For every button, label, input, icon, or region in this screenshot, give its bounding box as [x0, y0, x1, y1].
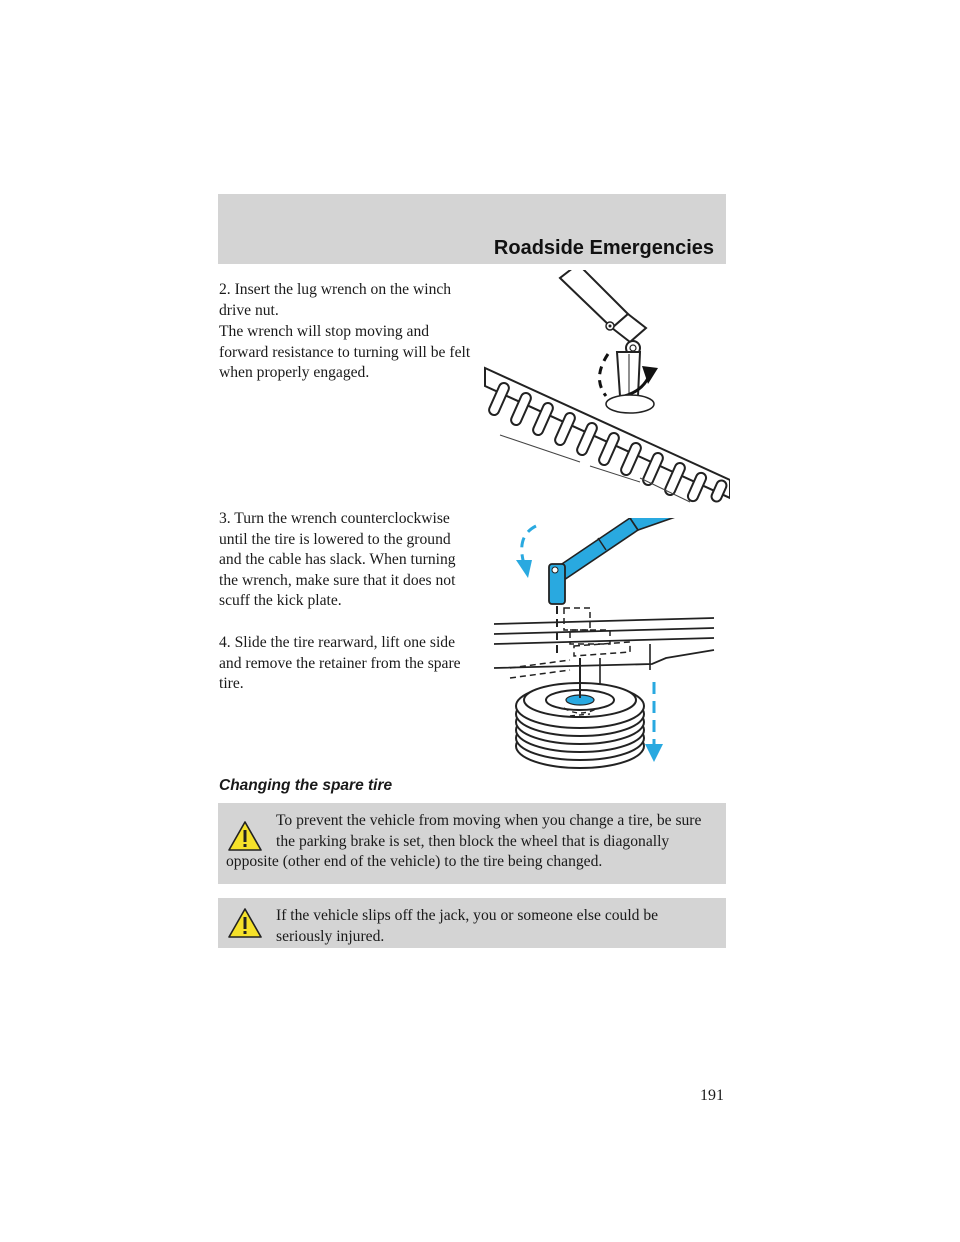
- page-number: 191: [700, 1087, 724, 1104]
- warning-text: If the vehicle slips off the jack, you or someone else could be seriously injured.: [276, 907, 659, 945]
- warning-box-parking-brake: [218, 803, 726, 884]
- section-header-band: [218, 194, 726, 264]
- warning-triangle-icon: [228, 908, 262, 938]
- warning-text: To prevent the vehicle from moving when you change a tire, be sure the parking brake is set, then block the wheel that is diagonally opposite (other end of the vehicle) to the tire being changed.: [226, 812, 702, 870]
- warning-box-jack: [218, 898, 726, 948]
- step-2-text: 2. Insert the lug wrench on the winch drive nut.: [219, 281, 452, 319]
- wrench-on-drive-nut-illustration: [480, 270, 730, 510]
- step-2-note: The wrench will stop moving and forward resistance to turning will be felt when properly engaged.: [219, 323, 471, 381]
- section-subheading: Changing the spare tire: [219, 777, 393, 794]
- section-title: Roadside Emergencies: [493, 237, 714, 259]
- warning-triangle-icon: [228, 821, 262, 851]
- tire-lowering-illustration: [480, 518, 730, 770]
- step-3-text: 3. Turn the wrench counterclockwise until the tire is lowered to the ground and the cable has slack. When turning the wrench, make sure that it does not scuff the kick plate.: [219, 510, 456, 609]
- step-4-text: 4. Slide the tire rearward, lift one side and remove the retainer from the spare tire.: [219, 634, 461, 692]
